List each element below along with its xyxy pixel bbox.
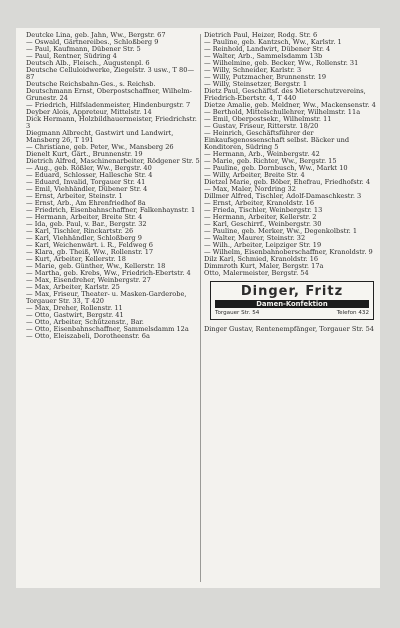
directory-entry: — Wilhelm, Eisenbahnoberschaffner, Kranoldstr. 9	[204, 248, 373, 256]
left-column	[26, 32, 202, 340]
directory-entry: Dillmer Alfred, Tischler, Adolf-Damaschkestr. 3	[204, 192, 362, 200]
directory-entry: — Berthold, Mittelschullehrer, Wilhelmstr. 11a	[204, 108, 361, 116]
directory-entry: — Hermann, Arbeiter, Breite Str. 4	[26, 213, 143, 221]
directory-entry: — Aug., geb. Rößler, Ww., Bergstr. 40	[26, 164, 152, 172]
directory-entry: Diegmann Albrecht, Gastwirt und Landwirt, Mansberg 26, T 191	[26, 129, 174, 144]
directory-entry: Dick Hermann, Holzbildhauermeister, Friedrichstr. 3	[26, 115, 197, 130]
directory-entry: — Max, Dreher, Rollenstr. 11	[26, 304, 123, 312]
directory-entry: Dietz Paul, Geschäftsf. des Mieterschutzvereins, Friedrich-Ebertstr. 4, T 440	[204, 87, 366, 102]
advertisement-box	[210, 281, 374, 320]
directory-entry: — Friedrich, Hilfsladenmeister, Hindenburgstr. 7	[26, 101, 191, 109]
directory-entry: — Hermann, Arbeiter, Kellerstr. 2	[204, 213, 317, 221]
directory-entry: — Friedrich, Eisenbahnschaffner, Falkenhaynstr. 1	[26, 206, 196, 214]
directory-entry: — Kurt, Arbeiter, Kellerstr. 18	[26, 255, 126, 263]
directory-entry: Deutcke Lina, geb. Jahn, Ww., Bergstr. 67	[26, 31, 166, 39]
directory-entry: Deutsch Alb., Fleisch., Augustenpl. 6	[26, 59, 150, 67]
directory-entry: Dinger Gustav, Rentenempfänger, Torgauer Str. 54	[204, 325, 375, 333]
directory-entry: — Karl, Viehhändler, Schloßberg 9	[26, 234, 142, 242]
ad-contact-row	[215, 310, 369, 317]
ad-subtitle: Damen-Konfektion	[215, 300, 369, 308]
right-column	[204, 32, 380, 333]
directory-entry: Dienelt Kurt, Gärt., Brunnenstr. 19	[26, 150, 143, 158]
directory-entry: — Walter, Arb., Sammelsdamm 13b	[204, 52, 323, 60]
directory-entry: — Willy, Putzmacher, Brunnenstr. 19	[204, 73, 327, 81]
directory-entry: — Reinhold, Landwirt, Dübener Str. 4	[204, 45, 331, 53]
directory-entry: — Heinrich, Geschäftsführer der Einkaufsgenossenschaft selbst. Bäcker und Konditoren, Südring 5	[204, 129, 350, 151]
directory-entry: Deutschmann Ernst, Oberpostschaffner, Wilhelm-Grunestr. 24	[26, 87, 192, 102]
directory-entry: — Max, Maler, Nordring 32	[204, 185, 296, 193]
directory-entry: Dimmroth Kurt, Maler, Bergstr. 17a	[204, 262, 324, 270]
column-divider	[200, 34, 201, 582]
directory-entry: — Ernst, Arbeiter, Steinstr. 1	[26, 192, 123, 200]
directory-entry: — Christiane, geb. Peter, Ww., Mansberg 26	[26, 143, 174, 151]
directory-entry: — Pauline, geb. Merker, Ww., Degenkolbstr. 1	[204, 227, 358, 235]
directory-entry: — Frieda, Tischler, Weinbergstr. 13	[204, 206, 323, 214]
directory-entry: — Paul, Kaufmann, Dübener Str. 5	[26, 45, 141, 53]
ad-address: Torgauer Str. 54	[215, 310, 260, 316]
directory-entry: — Marie, geb. Richter, Ww., Bergstr. 15	[204, 157, 337, 165]
directory-entry: — Otto, Arbeiter, Schützenstr., Bar.	[26, 318, 144, 326]
directory-entry: Dilz Karl, Schmied, Kranoldstr. 16	[204, 255, 319, 263]
directory-entry: — Karl, Geschirrf., Weinbergstr. 30	[204, 220, 322, 228]
directory-entry: Dietzel Marie, geb. Böber, Ehefrau, Friedhofstr. 4	[204, 178, 371, 186]
directory-entry: Dietrich Paul, Heizer, Rodg. Str. 6	[204, 31, 318, 39]
directory-entry: — Wilh., Arbeiter, Leipziger Str. 19	[204, 241, 322, 249]
directory-entry: — Eduard, Invalid, Torgauer Str. 41	[26, 178, 146, 186]
directory-entry: — Ernst, Arb., Am Ehrenfriedhof 8a	[26, 199, 146, 207]
directory-entry: — Martha, geb. Krebs, Ww., Friedrich-Ebertstr. 4	[26, 269, 191, 277]
directory-entry: — Klara, gb. Theiß, Ww., Rollenstr. 17	[26, 248, 154, 256]
directory-entry: Otto, Malermeister, Bergstr. 54	[204, 269, 309, 277]
right-column-bottom-entries	[204, 326, 380, 333]
right-column-entries	[204, 32, 380, 277]
directory-entry: — Paul, Rentner, Südring 4	[26, 52, 117, 60]
directory-entry: — Max, Eisendreher, Weinbergstr. 27	[26, 276, 151, 284]
directory-entry: — Wilhelmine, geb. Becker, Ww., Rollenstr. 31	[204, 59, 359, 67]
directory-entry: — Max, Friseur, Theater- u. Masken-Garderobe, Torgauer Str. 33, T 420	[26, 290, 187, 305]
directory-entry: — Eduard, Schlosser, Hallesche Str. 4	[26, 171, 153, 179]
directory-entry: — Willy, Arbeiter, Breite Str. 4	[204, 171, 305, 179]
directory-entry: Dietze Amalie, geb. Meldner, Ww., Mackensenstr. 4	[204, 101, 376, 109]
directory-entry: — Ernst, Arbeiter, Kranoldstr. 16	[204, 199, 315, 207]
directory-entry: — Gustav, Friseur, Ritterstr. 18/20	[204, 122, 319, 130]
directory-entry: — Karl, Weichenwärt. i. R., Feldweg 6	[26, 241, 153, 249]
directory-entry: — Otto, Gastwirt, Bergstr. 41	[26, 311, 124, 319]
directory-entry: — Willy, Schneider, Karlstr. 3	[204, 66, 302, 74]
directory-entry: — Willy, Steinsetzer, Bergstr. 1	[204, 80, 308, 88]
directory-entry: — Max, Arbeiter, Karlstr. 25	[26, 283, 120, 291]
directory-entry: — Marie, geb. Günther, Ww., Kellerstr. 18	[26, 262, 166, 270]
directory-entry: Deyber Alois, Appreteur, Mittelstr. 14	[26, 108, 152, 116]
directory-entry: Dietrich Alfred, Maschinenarbeiter, Rödgener Str. 5	[26, 157, 200, 165]
directory-entry: — Pauline, geb. Dornbusch, Ww., Markt 10	[204, 164, 348, 172]
directory-entry: — Karl, Tischler, Rinckartstr. 26	[26, 227, 134, 235]
directory-entry: — Otto, Eleiszabeli, Dorotheenstr. 6a	[26, 332, 150, 340]
directory-entry: — Emil, Oberpostsekr., Wilhelmstr. 11	[204, 115, 332, 123]
directory-entry: Deutsche Celluloidwerke, Ziegelstr. 3 usw., T 80—87	[26, 66, 195, 81]
ad-title: Dinger, Fritz	[240, 284, 344, 299]
ad-phone: Telefon 432	[336, 310, 369, 316]
directory-entry: — Pauline, geb. Kantzsch, Ww., Karlstr. 1	[204, 38, 342, 46]
directory-entry: — Hermann, Arb., Weinbergstr. 42	[204, 150, 320, 158]
directory-entry: — Emil, Viehhändler, Dübener Str. 4	[26, 185, 148, 193]
directory-entry: — Otto, Eisenbahnschaffner, Sammelsdamm 12a	[26, 325, 189, 333]
directory-page	[16, 28, 380, 588]
directory-entry: — Ida, geb. Paul, v. Bar., Bergstr. 32	[26, 220, 147, 228]
directory-entry: Deutsche Reichsbahn-Ges., s. Reichsb.	[26, 80, 156, 88]
directory-entry: — Walter, Maurer, Steinstr. 32	[204, 234, 306, 242]
directory-entry: — Oswald, Gärtnereibes., Schloßberg 9	[26, 38, 159, 46]
